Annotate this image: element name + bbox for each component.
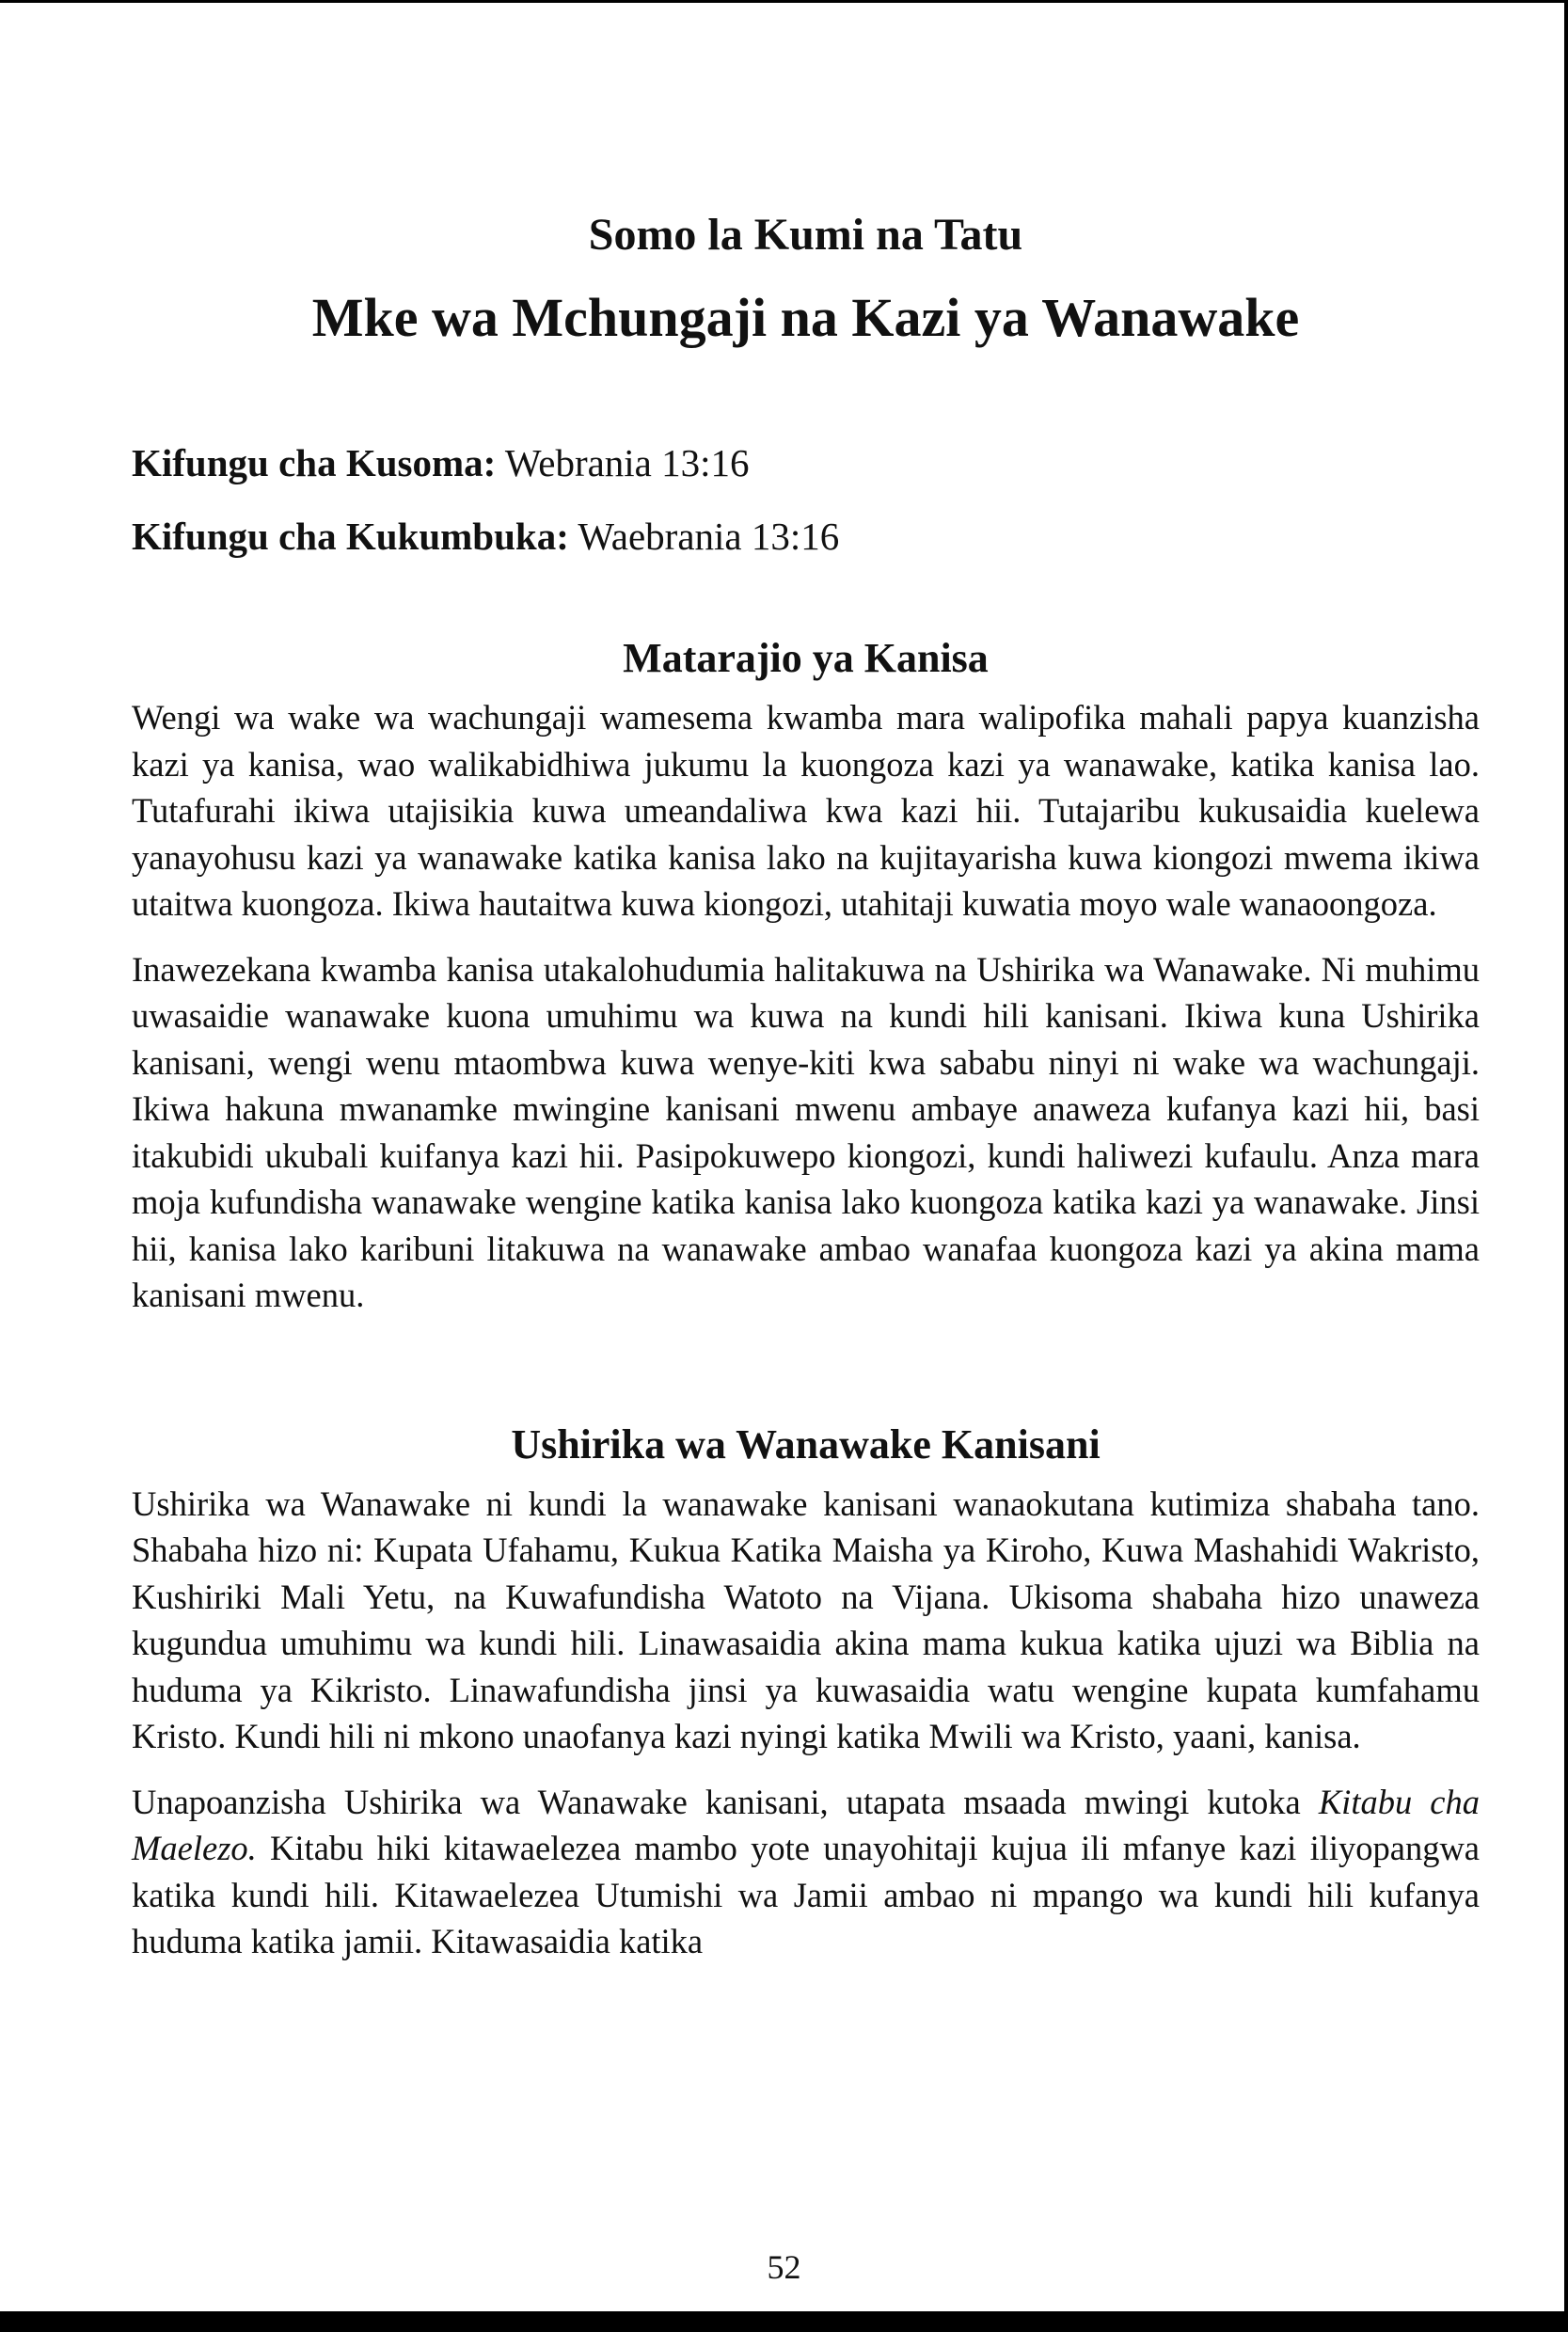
memory-reference bbox=[132, 510, 1480, 563]
lesson-title: Mke wa Mchungaji na Kazi ya Wanawake bbox=[311, 287, 1300, 348]
paragraph-text: Unapoanzisha Ushirika wa Wanawake kanisani, utapata msaada mwingi kutoka bbox=[132, 1782, 1319, 1821]
scan-right-edge bbox=[1564, 0, 1568, 2332]
paragraph-text: Kitabu hiki kitawaelezea mambo yote unayohitaji kujua ili mfanye kazi iliyopangwa katika kundi hili. Kitawaelezea Utumishi wa Jamii ambao ni mpango wa kundi hili kufanya huduma katika jamii. Kitawasaidia katika bbox=[132, 1829, 1480, 1960]
book-page bbox=[132, 207, 1480, 1984]
body-paragraph: Inawezekana kwamba kanisa utakalohudumia halitakuwa na Ushirika wa Wanawake. Ni muhimu uwasaidie wanawake kuona umuhimu wa kuwa na kundi hili kanisani. Ikiwa kuna Ushirika kanisani, wengi wenu mtaombwa kuwa wenye-kiti kwa sababu ninyi ni wake wa wachungaji. Ikiwa hakuna mwanamke mwingine kanisani mwenu ambaye anaweza kufanya kazi hii, basi itakubidi ukubali kuifanya kazi hii. Pasipokuwepo kiongozi, kundi haliwezi kufaulu. Anza mara moja kufundisha wanawake wengine katika kanisa lako kuongoza katika kazi ya wanawake. Jinsi hii, kanisa lako karibuni litakuwa na wanawake ambao wanafaa kuongoza kazi ya akina mama kanisani mwenu. bbox=[132, 949, 1480, 1314]
page-number: 52 bbox=[767, 2248, 801, 2286]
body-paragraph: Wengi wa wake wa wachungaji wamesema kwamba mara walipofika mahali papya kuanzisha kazi ya kanisa, wao walikabidhiwa jukumu la kuongoza kazi ya wanawake, katika kanisa lao. Tutafurahi ikiwa utajisikia kuwa umeandaliwa kwa kazi hii. Tutajaribu kukusaidia kuelewa yanayohusu kazi ya wanawake katika kanisa lako na kujitayarisha kuwa kiongozi mwema ikiwa utaitwa kuongoza. Ikiwa hautaitwa kuwa kiongozi, utahitaji kuwatia moyo wale wanaoongoza. bbox=[132, 698, 1480, 923]
body-paragraph: Ushirika wa Wanawake ni kundi la wanawake kanisani wanaokutana kutimiza shabaha tano. Shabaha hizo ni: Kupata Ufahamu, Kukua Katika Maisha ya Kiroho, Kuwa Mashahidi Wakristo, Kushiriki Mali Yetu, na Kuwafundisha Watoto na Vijana. Ukisoma shabaha hizo unaweza kugundua umuhimu wa kundi hili. Linawasaidia akina mama kukua katika ujuzi wa Biblia na huduma ya Kikristo. Linawafundisha jinsi ya kuwasaidia watu wengine kupata kumfahamu Kristo. Kundi hili ni mkono unaofanya kazi nyingi katika Mwili wa Kristo, yaani, kanisa. bbox=[132, 1483, 1480, 1755]
scan-bottom-edge bbox=[0, 2311, 1568, 2332]
scripture-references bbox=[132, 436, 1480, 563]
reading-reference-label: Kifungu cha Kusoma: bbox=[132, 441, 497, 484]
lesson-label: Somo la Kumi na Tatu bbox=[588, 210, 1023, 260]
section-church-expectations bbox=[132, 630, 1480, 1319]
section-womens-fellowship bbox=[132, 1417, 1480, 1965]
book-title: Kitabu cha Maelezo. bbox=[132, 1782, 1480, 1867]
memory-reference-label: Kifungu cha Kukumbuka: bbox=[132, 515, 569, 558]
section-heading: Matarajio ya Kanisa bbox=[623, 635, 989, 681]
scan-top-edge bbox=[0, 0, 1568, 3]
section-heading: Ushirika wa Wanawake Kanisani bbox=[511, 1420, 1101, 1467]
reading-reference-value: Webrania 13:16 bbox=[504, 441, 750, 484]
body-paragraph bbox=[132, 1779, 1480, 1965]
memory-reference-value: Waebrania 13:16 bbox=[578, 515, 840, 558]
reading-reference bbox=[132, 436, 1480, 489]
